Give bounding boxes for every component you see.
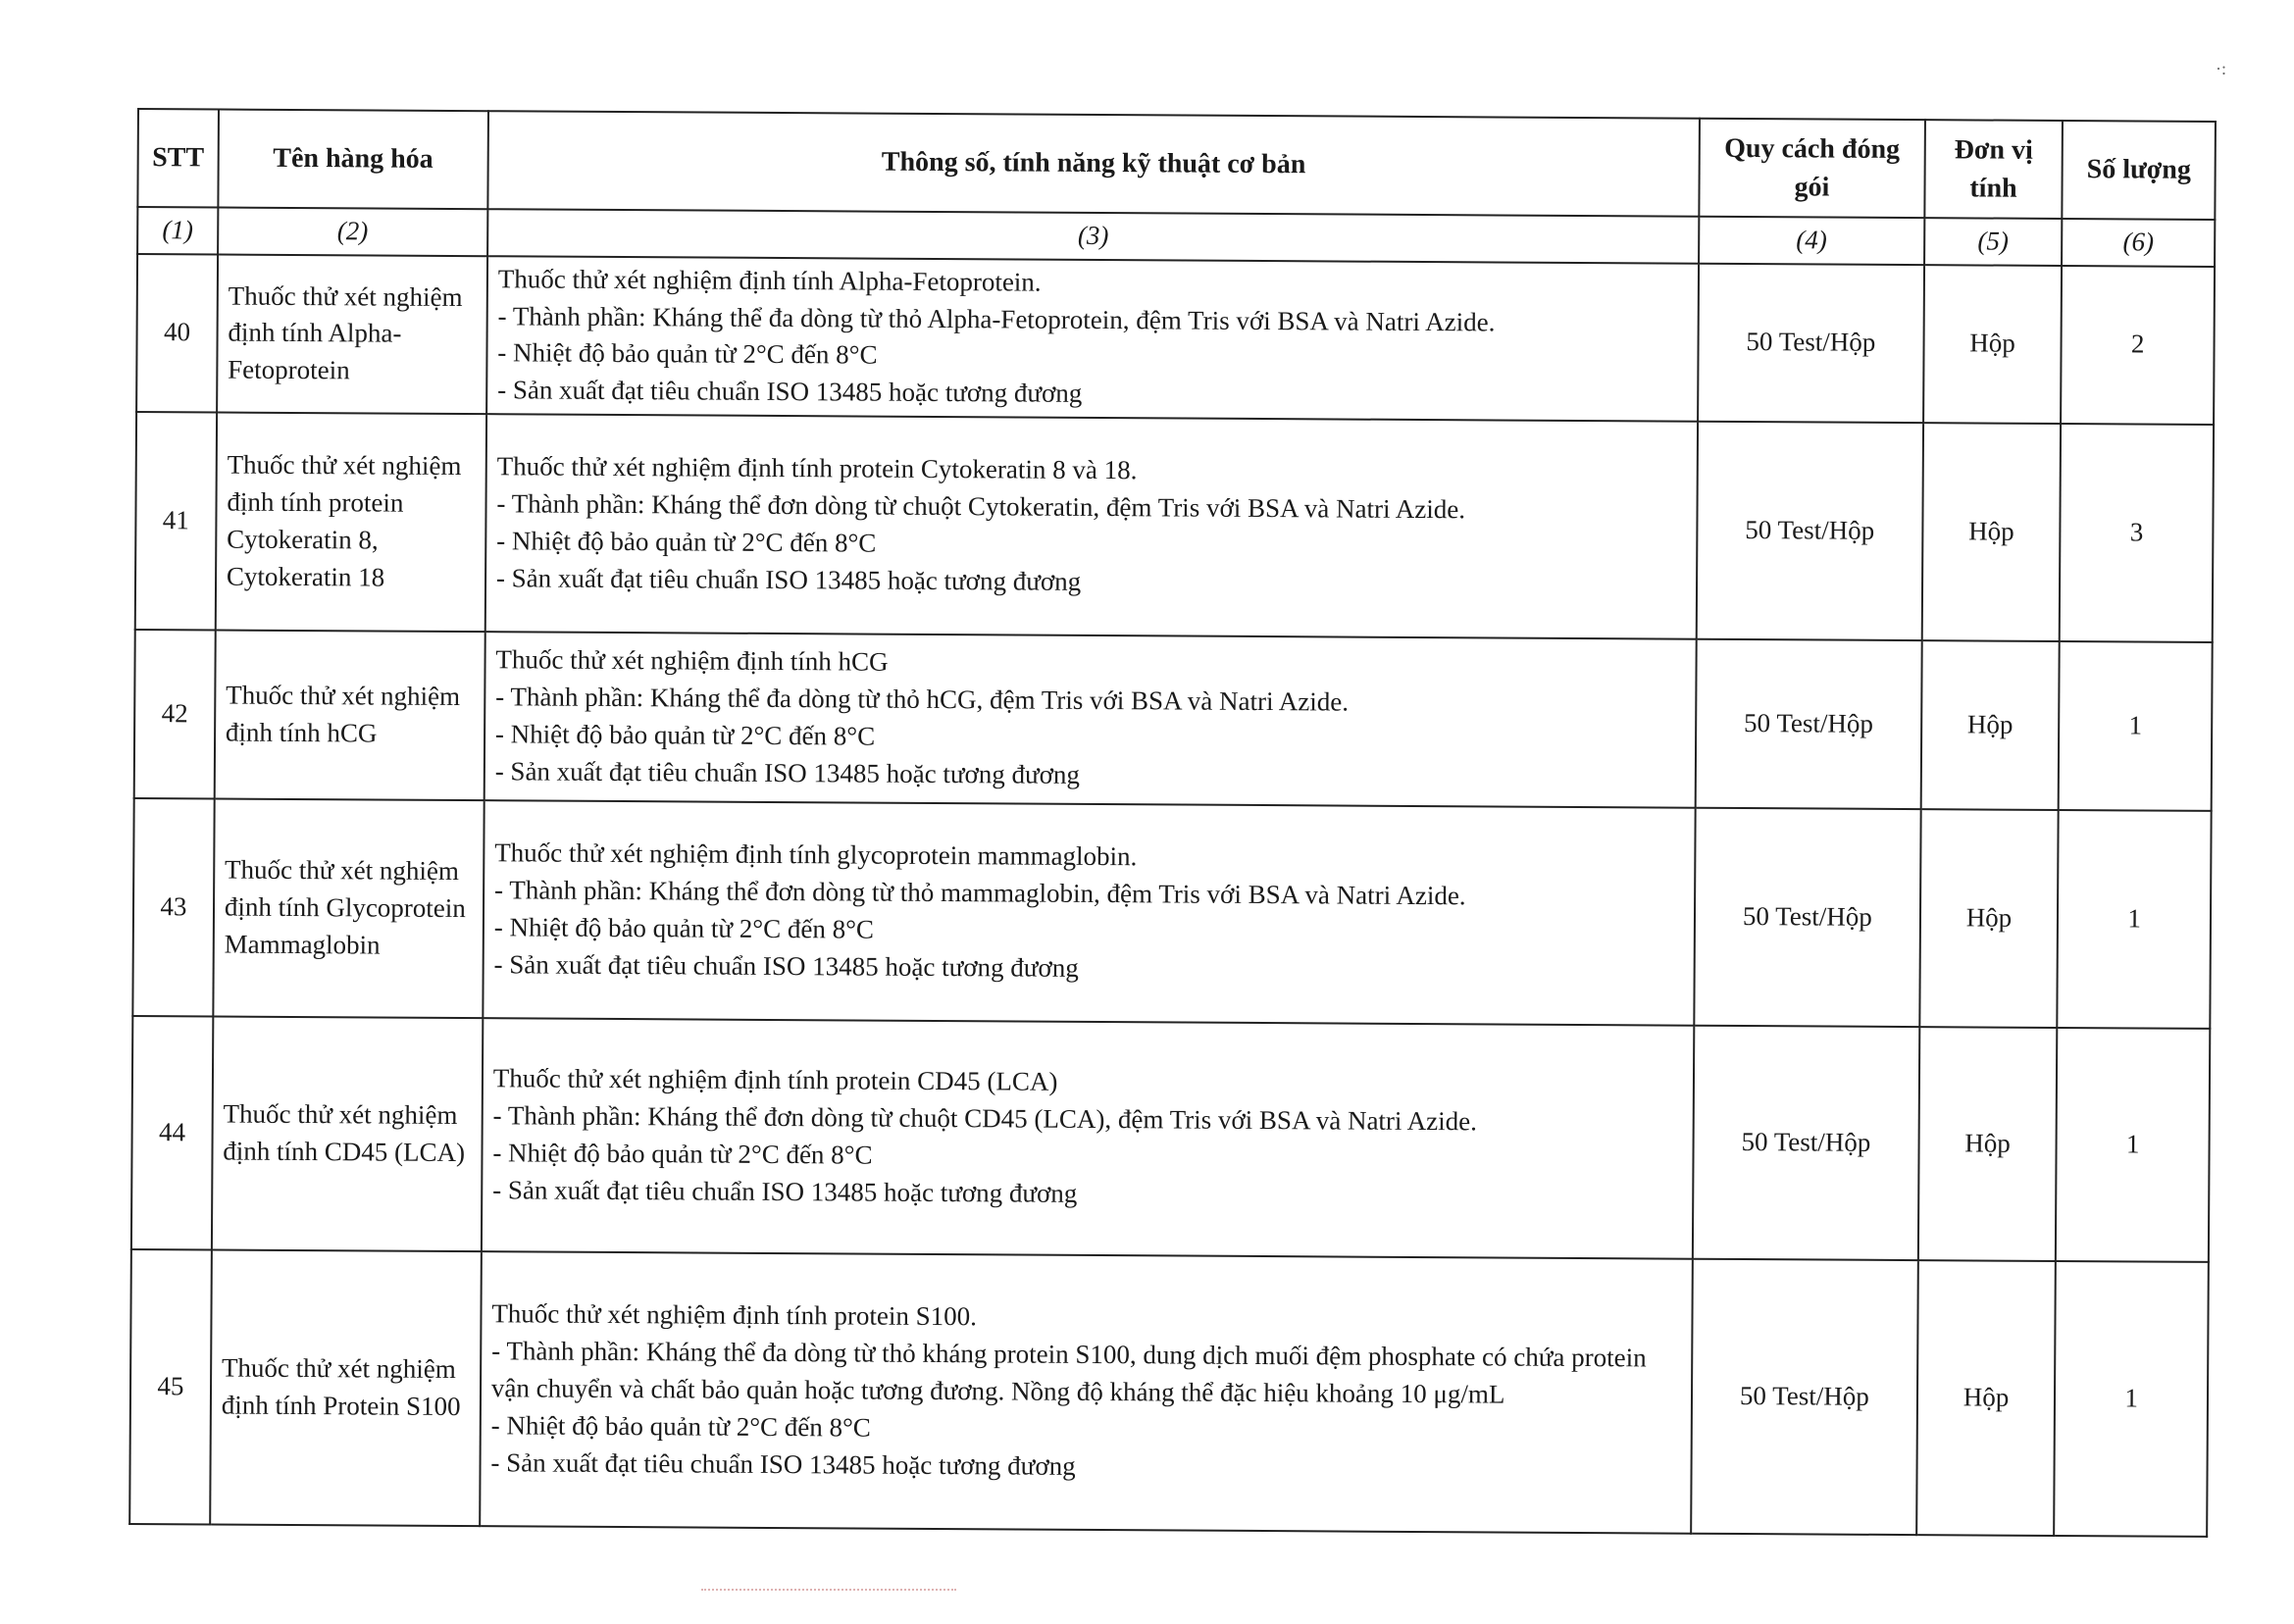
- row-pack: 50 Test/Hộp: [1698, 264, 1924, 424]
- spec-line: - Sản xuất đạt tiêu chuẩn ISO 13485 hoặc tương đương: [492, 1175, 1078, 1208]
- column-number: (3): [487, 209, 1699, 263]
- spec-line: Thuốc thử xét nghiệm định tính protein CD45 (LCA): [492, 1063, 1058, 1097]
- spec-line: - Nhiệt độ bảo quản từ 2°C đến 8°C: [490, 1410, 871, 1443]
- spec-line: - Sản xuất đạt tiêu chuẩn ISO 13485 hoặc tương đương: [494, 756, 1081, 789]
- row-unit: Hộp: [1916, 1260, 2056, 1536]
- row-stt: 43: [132, 798, 214, 1016]
- row-qty: 2: [2061, 266, 2215, 425]
- table-row: [134, 630, 2213, 811]
- row-name: Thuốc thử xét nghiệm định tính protein Cytokeratin 8, Cytokeratin 18: [216, 412, 486, 632]
- row-name: Thuốc thử xét nghiệm định tính hCG: [215, 630, 485, 800]
- row-qty: 1: [2059, 641, 2213, 811]
- spec-line: - Thành phần: Kháng thể đơn dòng từ chuột Cytokeratin, đệm Tris với BSA và Natri Azide.: [496, 488, 1466, 525]
- spec-line: - Sản xuất đạt tiêu chuẩn ISO 13485 hoặc tương đương: [497, 375, 1083, 409]
- column-number: (6): [2062, 219, 2215, 267]
- row-qty: 3: [2060, 424, 2214, 642]
- spec-line: Thuốc thử xét nghiệm định tính protein Cytokeratin 8 và 18.: [496, 451, 1138, 485]
- row-name: Thuốc thử xét nghiệm định tính Protein S100: [210, 1249, 482, 1526]
- table-row: [135, 412, 2214, 642]
- row-name: Thuốc thử xét nghiệm định tính Glycoprotein Mammaglobin: [213, 798, 484, 1018]
- header-name: Tên hàng hóa: [218, 110, 488, 210]
- spec-line: - Thành phần: Kháng thể đơn dòng từ thỏ mammaglobin, đệm Tris với BSA và Natri Azide.: [493, 875, 1466, 911]
- header-pack: Quy cách đóng gói: [1699, 119, 1924, 218]
- row-qty: 1: [2056, 1028, 2210, 1262]
- row-stt: 42: [134, 630, 216, 798]
- row-pack: 50 Test/Hộp: [1691, 1259, 1917, 1535]
- table-row: [129, 1249, 2209, 1537]
- row-unit: Hộp: [1918, 1027, 2058, 1261]
- spec-line: - Thành phần: Kháng thể đa dòng từ thỏ Alpha-Fetoprotein, đệm Tris với BSA và Natri Azide.: [497, 300, 1496, 337]
- row-spec: [485, 414, 1698, 639]
- spec-line: - Nhiệt độ bảo quản từ 2°C đến 8°C: [497, 337, 878, 371]
- signature-mark: [701, 1589, 956, 1620]
- spec-line: - Thành phần: Kháng thể đơn dòng từ chuột CD45 (LCA), đệm Tris với BSA và Natri Azide.: [492, 1100, 1478, 1137]
- row-spec: [480, 1251, 1693, 1534]
- row-pack: 50 Test/Hộp: [1696, 639, 1922, 809]
- row-unit: Hộp: [1919, 809, 2059, 1028]
- row-stt: 44: [131, 1016, 213, 1249]
- row-name: Thuốc thử xét nghiệm định tính Alpha-Fetoprotein: [217, 254, 487, 414]
- spec-line: - Nhiệt độ bảo quản từ 2°C đến 8°C: [492, 1138, 873, 1170]
- row-stt: 41: [135, 412, 217, 630]
- row-qty: 1: [2054, 1261, 2208, 1537]
- spec-line: Thuốc thử xét nghiệm định tính Alpha-Fetoprotein.: [497, 264, 1042, 297]
- row-unit: Hộp: [1921, 423, 2061, 641]
- row-pack: 50 Test/Hộp: [1694, 808, 1920, 1027]
- spec-line: Thuốc thử xét nghiệm định tính glycoprotein mammaglobin.: [494, 837, 1138, 872]
- row-stt: 40: [136, 254, 218, 413]
- spec-line: Thuốc thử xét nghiệm định tính protein S100.: [491, 1298, 978, 1332]
- row-stt: 45: [129, 1249, 212, 1524]
- spec-line: - Nhiệt độ bảo quản từ 2°C đến 8°C: [496, 526, 877, 558]
- row-spec: [482, 1018, 1695, 1259]
- row-name: Thuốc thử xét nghiệm định tính CD45 (LCA): [212, 1016, 483, 1251]
- spec-line: - Sản xuất đạt tiêu chuẩn ISO 13485 hoặc tương đương: [490, 1446, 1076, 1481]
- spec-line: Thuốc thử xét nghiệm định tính hCG: [495, 644, 889, 678]
- row-pack: 50 Test/Hộp: [1697, 422, 1923, 640]
- header-unit: Đơn vị tính: [1924, 120, 2063, 219]
- spec-line: - Nhiệt độ bảo quản từ 2°C đến 8°C: [493, 912, 875, 944]
- spec-line: - Thành phần: Kháng thể đa dòng từ thỏ hCG, đệm Tris với BSA và Natri Azide.: [495, 682, 1350, 717]
- header-qty: Số lượng: [2063, 121, 2216, 220]
- row-pack: 50 Test/Hộp: [1693, 1026, 1919, 1260]
- table-row: [132, 798, 2211, 1029]
- header-spec: Thông số, tính năng kỹ thuật cơ bản: [487, 111, 1700, 217]
- column-number: (2): [218, 208, 487, 256]
- column-number: (5): [1924, 218, 2063, 266]
- column-number: (4): [1699, 217, 1924, 265]
- row-spec: [483, 800, 1695, 1026]
- spec-line: - Sản xuất đạt tiêu chuẩn ISO 13485 hoặc tương đương: [495, 563, 1082, 596]
- scan-specks: ·:: [2216, 59, 2226, 78]
- specification-table: [128, 108, 2217, 1538]
- spec-line: - Thành phần: Kháng thể đa dòng từ thỏ kháng protein S100, dung dịch muối đệm phosphate có chứa protein vận chuyển và chất bảo quản hoặc tương đương. Nồng độ kháng thể đặc hiệu khoảng 10 μg/mL: [490, 1336, 1647, 1409]
- row-spec: [486, 256, 1699, 422]
- row-qty: 1: [2058, 810, 2212, 1029]
- header-row: [137, 109, 2216, 220]
- table-row: [136, 254, 2215, 425]
- row-unit: Hộp: [1923, 265, 2063, 424]
- row-spec: [484, 632, 1697, 808]
- spec-line: - Nhiệt độ bảo quản từ 2°C đến 8°C: [494, 719, 876, 751]
- table-row: [131, 1016, 2210, 1262]
- row-unit: Hộp: [1920, 640, 2060, 810]
- spec-line: - Sản xuất đạt tiêu chuẩn ISO 13485 hoặc tương đương: [493, 949, 1079, 983]
- column-number: (1): [137, 207, 218, 254]
- header-stt: STT: [137, 109, 218, 207]
